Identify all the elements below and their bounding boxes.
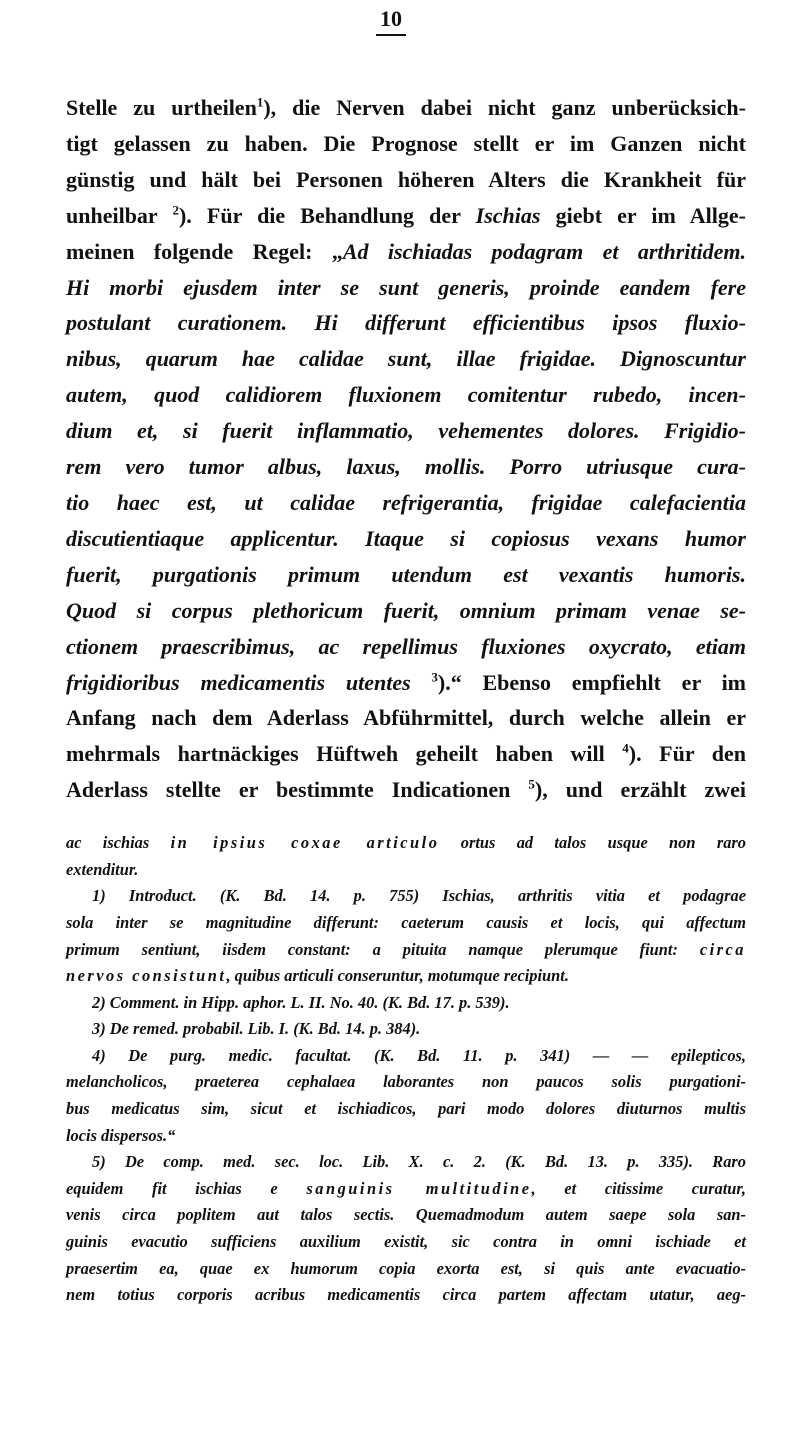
text-segment: unheilbar — [66, 202, 173, 228]
text-line — [66, 270, 746, 306]
footnote-line — [66, 1202, 746, 1229]
text-line — [66, 700, 746, 736]
text-segment: , quibus articuli conseruntur, motumque recipiunt. — [226, 966, 569, 986]
text-segment: Hi morbi ejusdem inter se sunt generis, proinde eandem fere — [66, 274, 746, 300]
text-segment: günstig und hält bei Personen höheren Alters die Krankheit für — [66, 166, 746, 192]
text-segment: nem totius corporis acribus medicamentis circa partem affectam utatur, aeg- — [66, 1285, 746, 1305]
footnote-line — [66, 937, 746, 964]
page-number-text: 10 — [376, 6, 406, 36]
text-segment: fuerit, purgationis primum utendum est vexantis humoris. — [66, 561, 746, 587]
text-segment: ). Für die Behandlung der — [178, 202, 476, 228]
text-line — [66, 341, 746, 377]
text-segment: postulant curationem. Hi differunt efficientibus ipsos fluxio- — [66, 310, 746, 336]
text-segment: nibus, quarum hae calidae sunt, illae frigidae. Dignoscuntur — [66, 346, 746, 372]
text-segment: ctionem praescribimus, ac repellimus fluxiones oxycrato, etiam — [66, 633, 746, 659]
footnote-marker: 5 — [528, 776, 535, 792]
footnote-line — [66, 1176, 746, 1203]
text-segment: extenditur. — [66, 859, 139, 879]
footnote-marker: 3 — [431, 669, 438, 685]
footnote-line — [66, 857, 746, 884]
text-segment: primum sentiunt, iisdem constant: a pituita namque plerumque fiunt: — [66, 939, 700, 959]
text-segment: tio haec est, ut calidae refrigerantia, frigidae calefacientia — [66, 489, 746, 515]
text-segment: 4) De purg. medic. facultat. (K. Bd. 11. p. 341) — — epilepticos, — [92, 1045, 746, 1065]
text-segment: discutientiaque applicentur. Itaque si copiosus vexans humor — [66, 525, 746, 551]
footnote-marker: 1 — [256, 94, 264, 110]
text-line — [66, 772, 746, 808]
text-line — [66, 629, 746, 665]
text-segment: ).“ Ebenso empfiehlt er im — [437, 669, 747, 695]
text-line — [66, 736, 746, 772]
text-segment: rem vero tumor albus, laxus, mollis. Porro utriusque cura- — [66, 454, 746, 480]
footnote-line — [66, 963, 746, 990]
text-line — [66, 90, 746, 126]
footnote-line — [66, 1016, 746, 1043]
text-line — [66, 413, 746, 449]
text-segment: 3) De remed. probabil. Lib. I. (K. Bd. 14. p. 384). — [92, 1019, 421, 1039]
text-segment: locis dispersos.“ — [66, 1125, 176, 1145]
text-line — [66, 126, 746, 162]
text-segment — [411, 670, 432, 695]
text-segment: 5) De comp. med. sec. loc. Lib. X. c. 2. (K. Bd. 13. p. 335). Raro — [92, 1152, 746, 1172]
page-number — [36, 0, 746, 32]
text-line — [66, 665, 746, 701]
text-line — [66, 198, 746, 234]
text-segment: Quod si corpus plethoricum fuerit, omnium primam venae se- — [66, 597, 746, 623]
footnote-line — [66, 990, 746, 1017]
text-line — [66, 305, 746, 341]
text-line — [66, 557, 746, 593]
text-segment: praesertim ea, quae ex humorum copia exorta est, si quis ante evacuatio- — [66, 1258, 746, 1278]
text-segment: melancholicos, praeterea cephalaea laborantes non paucos solis purgationi- — [66, 1072, 746, 1092]
text-segment: bus medicatus sim, sicut et ischiadicos, pari modo dolores diuturnos multis — [66, 1099, 746, 1119]
footnote-line — [66, 1123, 746, 1150]
footnote-marker: 2 — [172, 202, 179, 218]
text-segment: sola inter se magnitudine differunt: caeterum causis et locis, qui affectum — [66, 912, 746, 932]
text-segment: 1) Introduct. (K. Bd. 14. p. 755) Ischias, arthritis vitia et podagrae — [92, 886, 746, 906]
text-line — [66, 593, 746, 629]
page — [66, 0, 746, 1309]
text-segment: meinen folgende Regel: „ — [66, 238, 343, 264]
text-segment: 2) Comment. in Hipp. aphor. L. II. No. 40. (K. Bd. 17. p. 539). — [92, 992, 510, 1012]
footnote-line — [66, 1043, 746, 1070]
text-segment: sanguinis multitudine — [306, 1178, 532, 1198]
footnote-line — [66, 1229, 746, 1256]
footnote-line — [66, 1149, 746, 1176]
footnote-line — [66, 1096, 746, 1123]
text-line — [66, 521, 746, 557]
text-line — [66, 485, 746, 521]
text-segment: in ipsius coxae articulo — [170, 833, 440, 853]
main-text — [66, 90, 746, 808]
text-segment: giebt er im Allge- — [540, 202, 746, 228]
text-segment: Stelle zu urtheilen — [66, 95, 257, 120]
text-segment: ), und erzählt zwei — [534, 777, 746, 803]
text-line — [66, 449, 746, 485]
text-segment: nervos consistunt — [66, 966, 227, 986]
text-segment: ). Für den — [628, 741, 746, 767]
text-segment: autem, quod calidiorem fluxionem comitentur rubedo, incen- — [66, 382, 746, 408]
text-segment: guinis evacutio sufficiens auxilium existit, sic contra in omni ischiade et — [66, 1232, 746, 1252]
text-segment: , et citissime curatur, — [531, 1178, 746, 1198]
text-segment: tigt gelassen zu haben. Die Prognose stellt er im Ganzen nicht — [66, 130, 746, 156]
footnote-line — [66, 1069, 746, 1096]
footnote-line — [66, 883, 746, 910]
text-line — [66, 234, 746, 270]
text-segment: frigidioribus medicamentis utentes — [66, 669, 411, 695]
text-line — [66, 162, 746, 198]
text-segment: dium et, si fuerit inflammatio, vehementes dolores. Frigidio- — [66, 418, 746, 444]
footnote-marker: 4 — [622, 740, 629, 756]
footnote-line — [66, 830, 746, 857]
footnotes — [66, 830, 746, 1309]
text-segment: Aderlass stellte er bestimmte Indicationen — [66, 777, 529, 803]
text-segment: Anfang nach dem Aderlass Abführmittel, durch welche allein er — [66, 705, 746, 731]
text-segment: ortus ad talos usque non raro — [439, 833, 746, 853]
footnote-line — [66, 1256, 746, 1283]
text-segment: ), die Nerven dabei nicht ganz unberücksich- — [263, 95, 746, 120]
footnote-line — [66, 1282, 746, 1309]
footnote-line — [66, 910, 746, 937]
text-segment: circa — [699, 939, 746, 959]
text-segment: venis circa poplitem aut talos sectis. Quemadmodum autem saepe sola san- — [66, 1205, 746, 1225]
text-segment: Ischias — [475, 202, 541, 228]
text-segment: equidem fit ischias e — [66, 1178, 307, 1198]
text-segment: ac ischias — [66, 833, 171, 853]
text-segment: mehrmals hartnäckiges Hüftweh geheilt haben will — [66, 741, 623, 767]
text-line — [66, 377, 746, 413]
text-segment: Ad ischiadas podagram et arthritidem. — [342, 238, 746, 264]
